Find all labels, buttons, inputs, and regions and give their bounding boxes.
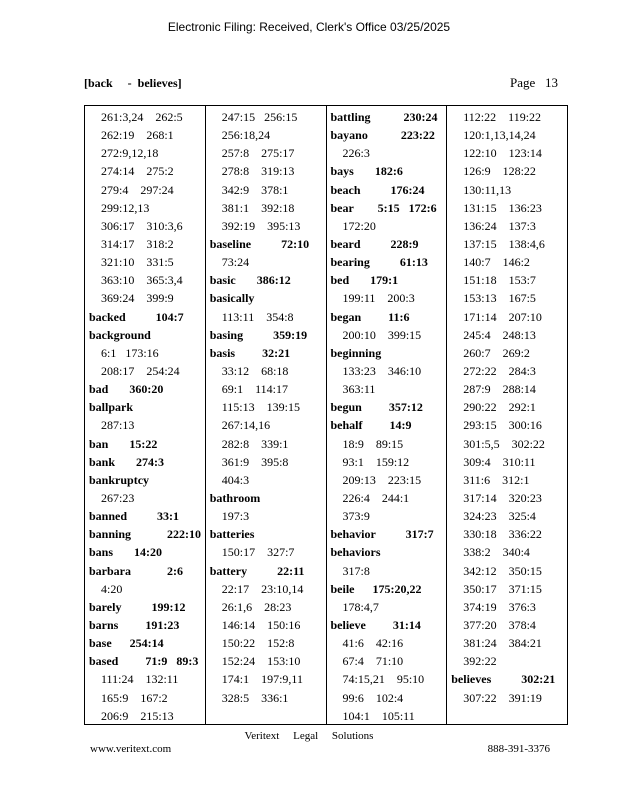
index-entry-ref: 299:12,13 — [101, 200, 150, 215]
index-entry-word: bans 14:20 — [89, 545, 163, 560]
index-entry-ref: 130:11,13 — [463, 182, 512, 197]
index-entry-ref: 113:11 354:8 — [221, 309, 294, 324]
index-entry-word: bank 274:3 — [89, 454, 165, 469]
index-entry-word: ban 15:22 — [89, 436, 158, 451]
index-entry-ref: 153:13 167:5 — [463, 291, 536, 306]
index-entry-ref: 122:10 123:14 — [463, 146, 542, 161]
index-entry-ref: 206:9 215:13 — [101, 708, 174, 723]
index-entry-ref: 146:14 150:16 — [221, 617, 301, 632]
index-entry-ref: 4:20 — [101, 581, 123, 596]
index-entry-word: basic 386:12 — [209, 273, 291, 288]
index-entry-ref: 317:8 — [342, 563, 370, 578]
index-entry-ref: 267:23 — [101, 490, 135, 505]
index-entry-ref: 342:12 350:15 — [463, 563, 542, 578]
index-entry-word: behalf 14:9 — [330, 418, 412, 433]
index-entry-ref: 226:4 244:1 — [342, 490, 410, 505]
index-entry-ref: 307:22 391:19 — [463, 690, 542, 705]
index-entry-ref: 350:17 371:15 — [463, 581, 542, 596]
footer-company: Veritext Legal Solutions — [244, 730, 374, 742]
index-entry-ref: 256:18,24 — [221, 128, 271, 143]
index-entry-word: bearing 61:13 — [330, 255, 428, 270]
index-entry-ref: 392:22 — [463, 654, 497, 669]
index-entry-ref: 208:17 254:24 — [101, 363, 180, 378]
index-entry-word: bathroom — [209, 490, 261, 505]
index-entry-ref: 363:11 — [342, 382, 376, 397]
index-entry-ref: 22:17 23:10,14 — [221, 581, 304, 596]
index-entry-ref: 261:3,24 262:5 — [101, 110, 183, 124]
index-entry-word: barns 191:23 — [89, 617, 180, 632]
index-entry-ref: 282:8 339:1 — [221, 436, 289, 451]
index-entry-ref: 67:4 71:10 — [342, 654, 404, 669]
index-entry-ref: 137:15 138:4,6 — [463, 236, 545, 251]
index-entry-word: believe 31:14 — [330, 617, 421, 632]
index-entry-ref: 342:9 378:1 — [221, 182, 289, 197]
index-entry-word: behavior 317:7 — [330, 527, 434, 542]
index-entry-ref: 392:19 395:13 — [221, 218, 301, 233]
index-entry-ref: 151:18 153:7 — [463, 273, 536, 288]
index-column-3 — [327, 106, 448, 724]
index-column-2 — [206, 106, 327, 724]
index-entry-ref: 199:11 200:3 — [342, 291, 415, 306]
index-entry-ref: 6:1 173:16 — [101, 345, 159, 360]
index-entry-ref: 197:3 — [221, 509, 250, 524]
index-entry-ref: 317:14 320:23 — [463, 490, 542, 505]
index-entry-word: bays 182:6 — [330, 164, 403, 179]
index-entry-ref: 338:2 340:4 — [463, 545, 530, 560]
index-entry-ref: 267:14,16 — [221, 418, 271, 433]
index-entry-ref: 361:9 395:8 — [221, 454, 289, 469]
index-entry-ref: 290:22 292:1 — [463, 400, 536, 415]
index-entry-word: based 71:9 89:3 — [89, 654, 199, 669]
index-entry-ref: 257:8 275:17 — [221, 146, 295, 161]
index-entry-ref: 209:13 223:15 — [342, 472, 422, 487]
index-entry-word: baseline 72:10 — [209, 236, 310, 251]
index-entry-ref: 111:24 132:11 — [101, 672, 179, 687]
index-entry-ref: 150:17 327:7 — [221, 545, 295, 560]
index-entry-word: began 11:6 — [330, 309, 410, 324]
index-entry-ref: 374:19 376:3 — [463, 599, 536, 614]
index-entry-ref: 120:1,13,14,24 — [463, 128, 536, 143]
index-entry-ref: 369:24 399:9 — [101, 291, 174, 306]
index-entry-word: behaviors — [330, 545, 381, 560]
index-entry-ref: 287:13 — [101, 418, 135, 433]
index-entry-word: beile 175:20,22 — [330, 581, 422, 596]
index-entry-ref: 328:5 336:1 — [221, 690, 289, 705]
index-entry-word: battery 22:11 — [209, 563, 305, 578]
index-entry-word: bad 360:20 — [89, 382, 164, 397]
index-entry-ref: 152:24 153:10 — [221, 654, 301, 669]
index-entry-ref: 311:6 312:1 — [463, 472, 530, 487]
index-entry-word: bed 179:1 — [330, 273, 399, 288]
index-entry-ref: 247:15 256:15 — [221, 110, 298, 124]
index-entry-ref: 93:1 159:12 — [342, 454, 410, 469]
index-entry-ref: 74:15,21 95:10 — [342, 672, 425, 687]
index-entry-word: base 254:14 — [89, 636, 164, 651]
index-column-4 — [447, 106, 567, 724]
index-entry-ref: 245:4 248:13 — [463, 327, 536, 342]
index-entry-ref: 136:24 137:3 — [463, 218, 536, 233]
index-entry-ref: 126:9 128:22 — [463, 164, 536, 179]
index-entry-ref: 321:10 331:5 — [101, 255, 174, 270]
index-entry-ref: 324:23 325:4 — [463, 509, 536, 524]
index-entry-ref: 260:7 269:2 — [463, 345, 530, 360]
index-entry-word: beach 176:24 — [330, 182, 425, 197]
index-entry-ref: 41:6 42:16 — [342, 636, 404, 651]
index-entry-ref: 278:8 319:13 — [221, 164, 295, 179]
index-entry-ref: 306:17 310:3,6 — [101, 218, 183, 233]
index-entry-word: bayano 223:22 — [330, 128, 435, 143]
index-entry-word: begun 357:12 — [330, 400, 423, 415]
index-entry-ref: 262:19 268:1 — [101, 128, 174, 143]
index-entry-word: ballpark — [89, 400, 134, 415]
index-entry-word: barbara 2:6 — [89, 563, 183, 578]
index-entry-ref: 115:13 139:15 — [221, 400, 300, 415]
index-entry-ref: 69:1 114:17 — [221, 382, 288, 397]
index-entry-word: battling 230:24 — [330, 110, 438, 124]
index-entry-word: basing 359:19 — [209, 327, 308, 342]
index-entry-ref: 309:4 310:11 — [463, 454, 536, 469]
index-entry-ref: 112:22 119:22 — [463, 110, 542, 124]
index-entry-word: basis 32:21 — [209, 345, 291, 360]
index-entry-word: beard 228:9 — [330, 236, 419, 251]
index-entry-word: beginning — [330, 345, 382, 360]
index-entry-ref: 73:24 — [221, 255, 250, 270]
index-entry-word: batteries — [209, 527, 255, 542]
index-entry-ref: 381:24 384:21 — [463, 636, 542, 651]
index-entry-ref: 200:10 399:15 — [342, 327, 422, 342]
index-entry-ref: 377:20 378:4 — [463, 617, 536, 632]
index-entry-word: believes 302:21 — [451, 672, 556, 687]
index-entry-word: background — [89, 327, 151, 342]
footer-website: www.veritext.com — [90, 743, 172, 755]
index-entry-ref: 99:6 102:4 — [342, 690, 404, 705]
index-entry-ref: 287:9 288:14 — [463, 382, 536, 397]
index-entry-ref: 293:15 300:16 — [463, 418, 542, 433]
index-entry-ref: 373:9 — [342, 509, 370, 524]
index-entry-ref: 18:9 89:15 — [342, 436, 404, 451]
index-entry-ref: 33:12 68:18 — [221, 363, 289, 378]
index-entry-word: banned 33:1 — [89, 509, 180, 524]
index-entry-ref: 133:23 346:10 — [342, 363, 422, 378]
index-entry-ref: 178:4,7 — [342, 599, 379, 614]
index-entry-ref: 171:14 207:10 — [463, 309, 542, 324]
index-column-1 — [85, 106, 206, 724]
footer-phone: 888-391-3376 — [487, 743, 550, 755]
index-entry-ref: 174:1 197:9,11 — [221, 672, 303, 687]
index-entry-ref: 131:15 136:23 — [463, 200, 542, 215]
page-number: Page 13 — [509, 75, 558, 90]
index-entry-ref: 226:3 — [342, 146, 370, 161]
index-entry-word: barely 199:12 — [89, 599, 186, 614]
index-entry-ref: 26:1,6 28:23 — [221, 599, 292, 614]
index-range: [back - believes] — [84, 76, 182, 90]
index-entry-word: bankruptcy — [89, 472, 150, 487]
index-entry-ref: 150:22 152:8 — [221, 636, 295, 651]
index-entry-ref: 165:9 167:2 — [101, 690, 168, 705]
index-entry-ref: 279:4 297:24 — [101, 182, 174, 197]
word-index-grid — [84, 105, 568, 725]
index-entry-ref: 301:5,5 302:22 — [463, 436, 545, 451]
index-entry-word: basically — [209, 291, 255, 306]
index-entry-ref: 272:22 284:3 — [463, 363, 536, 378]
index-entry-ref: 381:1 392:18 — [221, 200, 295, 215]
index-entry-ref: 404:3 — [221, 472, 250, 487]
index-entry-ref: 274:14 275:2 — [101, 164, 174, 179]
index-entry-word: banning 222:10 — [89, 527, 202, 542]
filing-stamp: Electronic Filing: Received, Clerk's Office 03/25/2025 — [167, 20, 451, 34]
index-entry-ref: 272:9,12,18 — [101, 146, 159, 161]
index-entry-ref: 314:17 318:2 — [101, 236, 174, 251]
index-entry-ref: 363:10 365:3,4 — [101, 273, 183, 288]
index-entry-word: bear 5:15 172:6 — [330, 200, 437, 215]
index-entry-ref: 104:1 105:11 — [342, 708, 415, 723]
index-entry-ref: 172:20 — [342, 218, 376, 233]
index-entry-word: backed 104:7 — [89, 309, 184, 324]
index-entry-ref: 330:18 336:22 — [463, 527, 542, 542]
index-entry-ref: 140:7 146:2 — [463, 255, 530, 270]
